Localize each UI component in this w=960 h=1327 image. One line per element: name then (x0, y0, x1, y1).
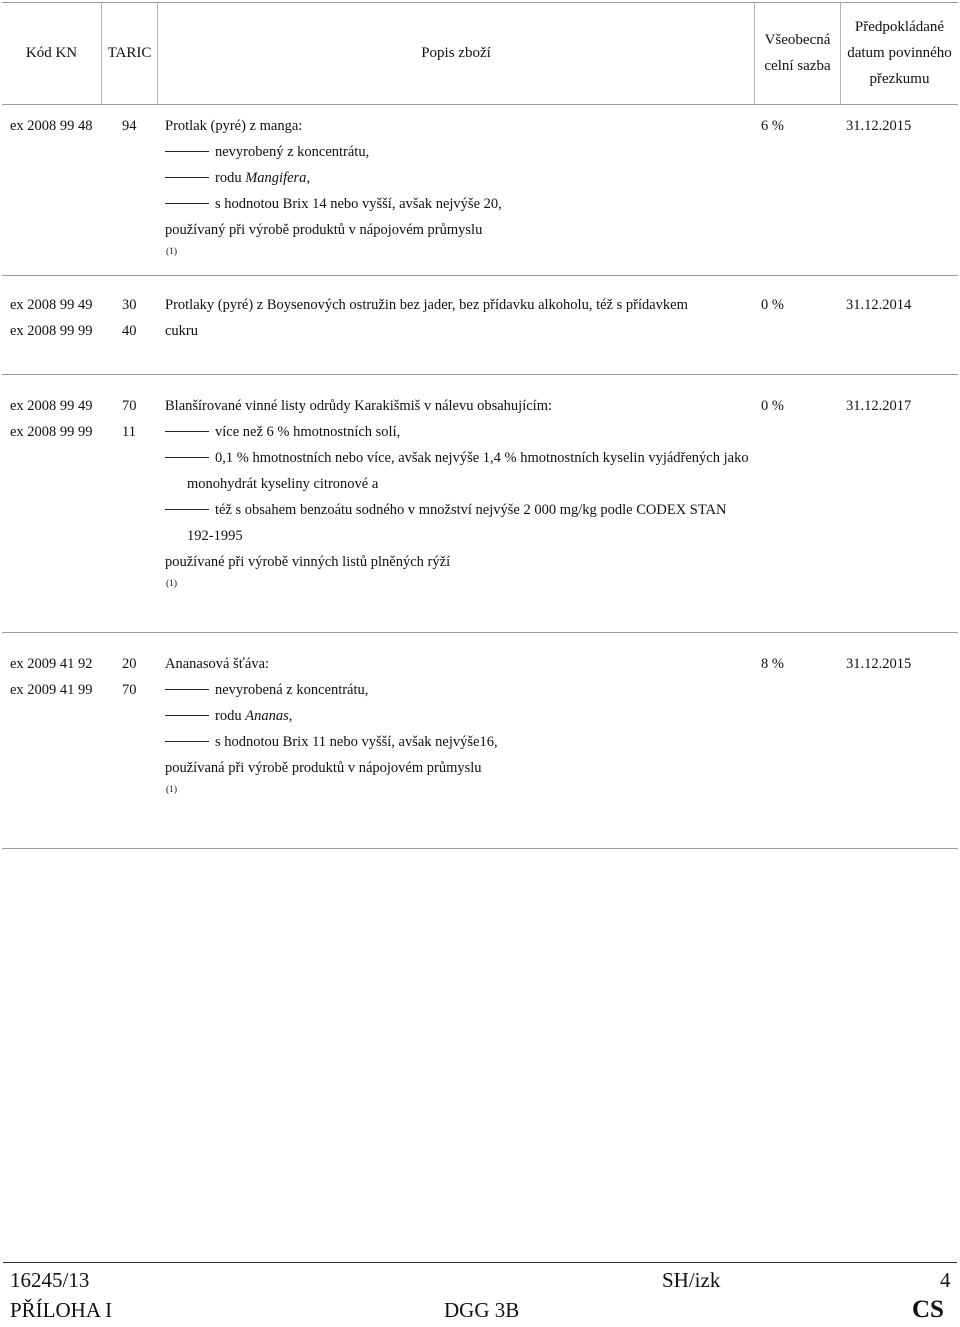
kn-code: ex 2009 41 92 (10, 656, 93, 672)
header-datum-line: datum povinného (847, 45, 952, 61)
footnote-ref: (1) (166, 579, 178, 589)
taric-code: 70 (122, 398, 137, 414)
description-line: nevyrobená z koncentrátu, (165, 681, 368, 699)
description-line: Protlaky (pyré) z Boysenových ostružin bez jader, bez přídavku alkoholu, též s přídavkem (165, 297, 688, 313)
dash-mark (165, 689, 209, 690)
dash-mark (165, 151, 209, 152)
taric-code: 11 (122, 424, 136, 440)
header-datum-line: Předpokládané (854, 19, 945, 35)
description-line: rodu Mangifera, (165, 169, 310, 187)
duty-rate: 6 % (761, 118, 784, 134)
description-line: 0,1 % hmotnostních nebo více, avšak nejvýše 1,4 % hmotnostních kyselin vyjádřených jako (165, 449, 749, 467)
header-sazba-line: celní sazba (764, 58, 831, 74)
duty-rate: 0 % (761, 398, 784, 414)
taric-code: 40 (122, 323, 137, 339)
header-bottom-border (2, 104, 958, 105)
review-date: 31.12.2015 (846, 118, 912, 134)
review-date: 31.12.2014 (846, 297, 912, 313)
kn-code: ex 2008 99 99 (10, 323, 93, 339)
description-line: s hodnotou Brix 14 nebo vyšší, avšak nejvýše 20, (165, 195, 502, 213)
dash-mark (165, 715, 209, 716)
taric-code: 94 (122, 118, 137, 134)
duty-rate: 0 % (761, 297, 784, 313)
dgg-label: DGG 3B (444, 1298, 520, 1322)
description-line: více než 6 % hmotnostních solí, (165, 423, 400, 441)
header-kod-kn (2, 2, 101, 104)
header-popis-label: Popis zboží (421, 45, 491, 61)
header-sazba (755, 2, 840, 104)
kn-code: ex 2008 99 48 (10, 118, 93, 134)
dash-mark (165, 431, 209, 432)
dash-mark (165, 741, 209, 742)
header-taric-label: TARIC (107, 45, 152, 61)
header-taric (102, 2, 157, 104)
row-separator (2, 632, 958, 633)
dash-mark (165, 203, 209, 204)
description-title: Blanšírované vinné listy odrůdy Karakišmiš v nálevu obsahujícím: (165, 398, 553, 414)
doc-number: 16245/13 (10, 1268, 90, 1292)
footnote-ref: (1) (166, 785, 178, 795)
annex-label: PŘÍLOHA I (10, 1298, 113, 1322)
description-line: nevyrobený z koncentrátu, (165, 143, 369, 161)
description-title: Ananasová šťáva: (165, 656, 270, 672)
kn-code: ex 2008 99 49 (10, 297, 93, 313)
dash-mark (165, 509, 209, 510)
header-sazba-line: Všeobecná (764, 32, 831, 48)
description-line: cukru (165, 323, 199, 339)
initials: SH/izk (662, 1268, 721, 1292)
taric-code: 30 (122, 297, 137, 313)
description-line: též s obsahem benzoátu sodného v množství nejvýše 2 000 mg/kg podle CODEX STAN (165, 501, 727, 519)
language-code: CS (912, 1296, 944, 1323)
description-line-cont: 192-1995 (187, 528, 243, 544)
duty-rate: 8 % (761, 656, 784, 672)
footer-rule (3, 1262, 957, 1263)
footnote-ref: (1) (166, 247, 178, 257)
taric-code: 20 (122, 656, 137, 672)
row-separator (2, 374, 958, 375)
description-usage: používaná při výrobě produktů v nápojovém průmyslu (165, 760, 482, 776)
table-bottom-border (2, 848, 958, 849)
header-kod-kn-label: Kód KN (25, 45, 78, 61)
description-usage: používané při výrobě vinných listů plněných rýží (165, 554, 451, 570)
header-datum (841, 2, 958, 104)
description-title: Protlak (pyré) z manga: (165, 118, 303, 134)
kn-code: ex 2008 99 49 (10, 398, 93, 414)
taric-code: 70 (122, 682, 137, 698)
review-date: 31.12.2017 (846, 398, 912, 414)
review-date: 31.12.2015 (846, 656, 912, 672)
row-separator (2, 275, 958, 276)
description-line-cont: monohydrát kyseliny citronové a (187, 476, 379, 492)
header-popis (158, 2, 754, 104)
description-line: s hodnotou Brix 11 nebo vyšší, avšak nejvýše16, (165, 733, 498, 751)
kn-code: ex 2008 99 99 (10, 424, 93, 440)
description-usage: používaný při výrobě produktů v nápojovém průmyslu (165, 222, 483, 238)
page-number: 4 (940, 1268, 951, 1292)
header-datum-line: přezkumu (869, 71, 930, 87)
kn-code: ex 2009 41 99 (10, 682, 93, 698)
dash-mark (165, 177, 209, 178)
dash-mark (165, 457, 209, 458)
description-line: rodu Ananas, (165, 707, 292, 725)
